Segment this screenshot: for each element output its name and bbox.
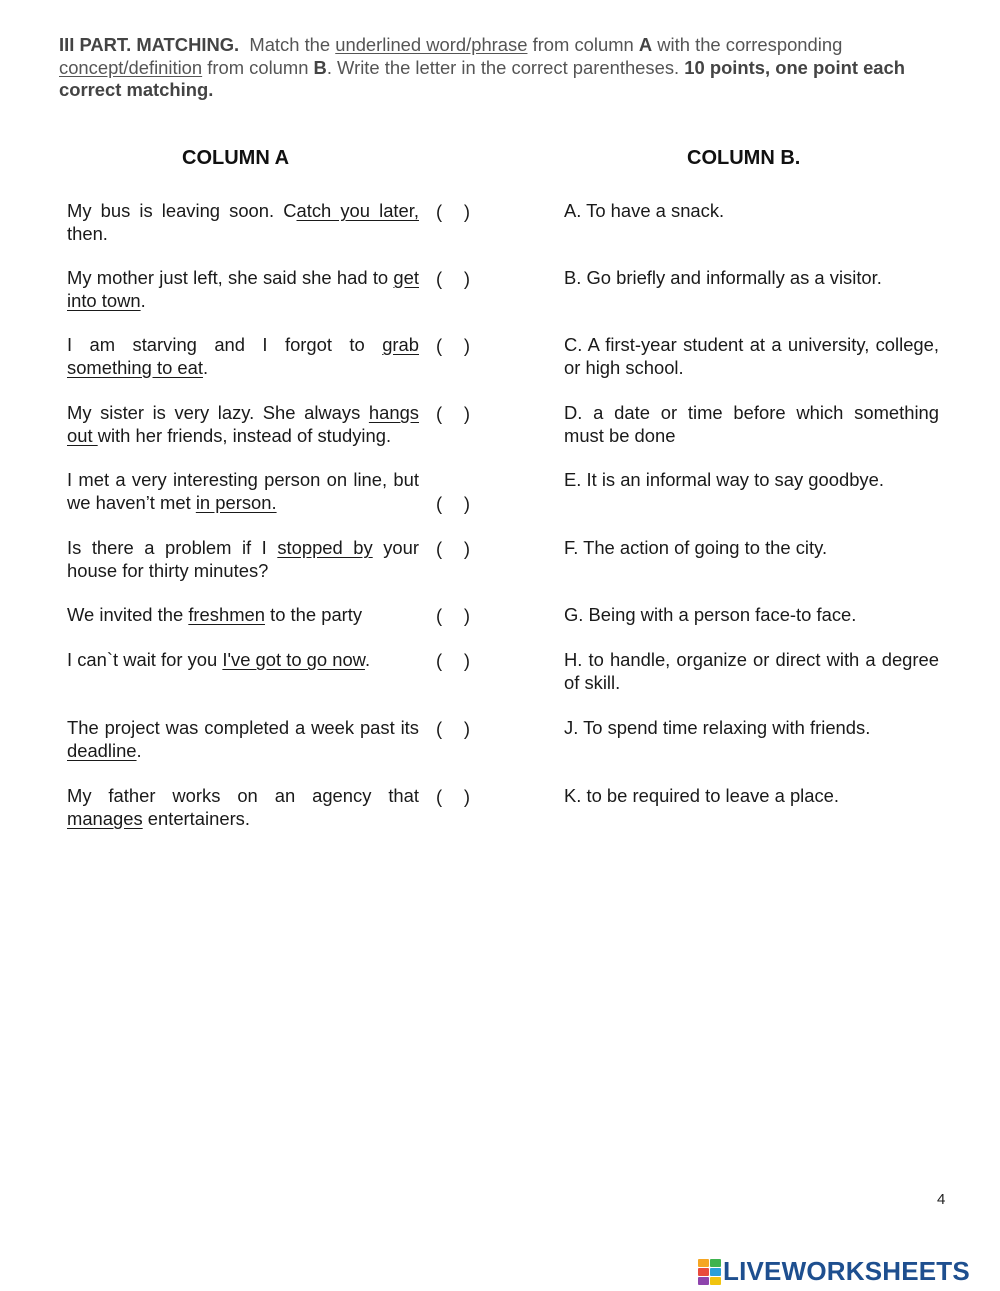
column-a-sentence [67,604,419,627]
logo-block [698,1259,709,1267]
sentence-text-end: . [140,289,146,311]
paren-open: ( [436,604,443,626]
column-b-definition: B. Go briefly and informally as a visitor. [564,267,882,288]
column-b-definition: H. to handle, organize or direct with a degree of skill. [564,649,939,693]
column-b-definition: J. To spend time relaxing with friends. [564,717,871,738]
sentence-text-end: entertainers. [142,807,250,829]
paren-close: ) [463,717,470,739]
column-b-definition: A. To have a snack. [564,200,725,221]
column-a-sentence [67,537,419,582]
sentence-text-end: your house for thirty minutes? [67,537,419,581]
paren-close: ) [463,537,470,559]
column-b-heading: COLUMN B. [687,147,801,169]
instr-text-2: from column [527,34,639,55]
answer-parentheses[interactable] [430,200,476,224]
logo-block [698,1268,709,1276]
paren-close: ) [463,334,470,356]
sentence-text: I am starving and I forgot to [67,334,383,355]
sentence-text: We invited the [67,604,189,625]
paren-open: ( [436,267,443,289]
instructions [59,34,939,102]
underlined-phrase: stopped by [277,537,373,558]
logo-block [710,1259,721,1267]
answer-parentheses[interactable] [430,537,476,561]
instr-col-a: A [638,34,653,55]
paren-open: ( [436,785,443,807]
sentence-text: My mother just left, she said she had to [67,267,394,288]
page-number: 4 [937,1191,946,1208]
paren-open: ( [436,537,443,559]
sentence-text-end: to the party [264,604,363,625]
column-a-sentence [67,717,419,762]
sentence-text-end: with her friends, instead of studying. [97,424,392,446]
liveworksheets-logo [698,1257,970,1285]
underlined-phrase: deadline [67,739,137,761]
instr-underlined-2: concept/definition [59,56,203,78]
instr-text-1: Match the [239,34,336,55]
underlined-phrase: freshmen [188,604,265,625]
paren-open: ( [436,492,443,514]
paren-close: ) [463,200,470,222]
column-a-sentence [67,334,419,379]
paren-close: ) [463,492,470,514]
paren-close: ) [463,267,470,289]
answer-parentheses[interactable] [430,604,476,628]
sentence-text: My sister is very lazy. She always [67,402,369,423]
answer-parentheses[interactable] [430,717,476,741]
logo-text: LIVEWORKSHEETS [723,1255,970,1286]
column-b-definition: F. The action of going to the city. [564,537,828,558]
column-a-sentence [67,649,419,672]
paren-close: ) [463,402,470,424]
paren-close: ) [463,785,470,807]
underlined-phrase: in person. [195,491,277,513]
column-a-heading: COLUMN A [182,147,290,169]
answer-parentheses[interactable] [430,334,476,358]
sentence-text: My bus is leaving soon. C [67,200,297,221]
sentence-text: My father works on an agency that [67,785,419,806]
underlined-phrase: get into town [67,267,419,311]
paren-open: ( [436,649,443,671]
column-b-definition: E. It is an informal way to say goodbye. [564,469,884,490]
instr-col-b: B [313,56,327,78]
sentence-text-end: . [364,649,371,670]
paren-close: ) [463,649,470,671]
logo-block [710,1277,721,1285]
logo-block [710,1268,721,1276]
column-b-definition: K. to be required to leave a place. [564,785,840,806]
part-label: III PART. MATCHING. [59,34,240,55]
instr-points: 10 points, one point each correct matching. [59,56,905,100]
underlined-phrase: I've got to go now [222,649,365,670]
paren-open: ( [436,334,443,356]
instr-text-5: . Write the letter in the correct parentheses. [326,56,685,78]
paren-open: ( [436,717,443,739]
column-a-sentence [67,200,419,245]
instr-text-4: from column [202,56,314,78]
sentence-text: The project was completed a week past its [67,717,419,738]
underlined-phrase: manages [67,807,143,829]
sentence-text-end: . [136,739,142,761]
answer-parentheses[interactable] [430,402,476,426]
paren-open: ( [436,200,443,222]
sentence-text: I can`t wait for you [67,649,223,670]
column-b-definition: C. A first-year student at a university, college, or high school. [564,334,939,378]
column-a-sentence [67,785,419,830]
column-b-definition: D. a date or time before which something must be done [564,402,939,446]
answer-parentheses[interactable] [430,492,476,516]
instr-underlined-1: underlined word/phrase [335,34,528,55]
answer-parentheses[interactable] [430,267,476,291]
column-a-sentence [67,402,419,447]
answer-parentheses[interactable] [430,785,476,809]
column-a-sentence [67,469,419,514]
column-b-definition: G. Being with a person face-to face. [564,604,857,625]
underlined-phrase: grab something to eat [67,334,419,378]
column-a-sentence [67,267,419,312]
underlined-phrase: hangs out [67,402,419,446]
underlined-phrase: atch you later, [296,200,419,221]
logo-mark-icon [698,1259,720,1283]
sentence-text: I met a very interesting person on line, but we haven’t met [67,469,419,513]
answer-parentheses[interactable] [430,649,476,673]
sentence-text: Is there a problem if I [67,537,278,558]
sentence-text-end: . [202,356,209,378]
sentence-text-end: then. [67,222,108,244]
paren-open: ( [436,402,443,424]
paren-close: ) [463,604,470,626]
logo-block [698,1277,709,1285]
instr-text-3: with the corresponding [652,34,843,55]
